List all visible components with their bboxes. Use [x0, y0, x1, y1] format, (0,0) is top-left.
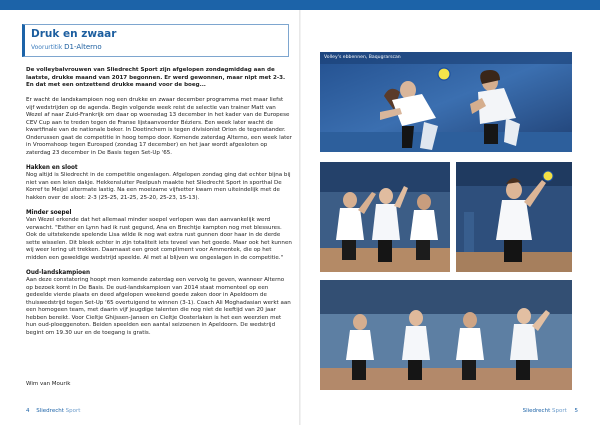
footer-brand-left-2: Sport	[65, 408, 81, 414]
photo-dig-action	[320, 52, 572, 152]
article-subtitle	[31, 43, 288, 52]
photo-match-action	[320, 280, 572, 390]
footer-brand-right-2: Sport	[551, 408, 567, 414]
team-celebration-image	[320, 162, 450, 272]
section-text-minder-soepel: Van Wezel erkende dat het allemaal minder soepel verlopen was dan aanvankelijk werd verwacht. "Esther en Lynn had ik rust gegund, Ana en Brechtje kampten nog met blessures. Ook de uitstekende spelende Lisa wilde ik nog wat extra rust gunnen door haar in de derde sette wisselen. Dit bleek echter in zijn totaliteit iets teveel van het goede. Maar ook het kunnen wij weer lering uit trekken. Daarnaast een groot compliment voor Ammentek, die op het midden een geweldige wedstrijd speelde. Al met al blijven we ongeslagen in de competitie."	[26, 217, 292, 261]
paragraph-1: Er wacht de landskampioen nog een drukke en zwaar december programma met maar liefst vijf wedstrijden op de agenda. Begin volgende week reist de selectie van trainer Matt van Wezel af naar Zuid-Frankrijk om daar op woensdag 13 december in het kader van de Europese CEV Cup aan te treden tegen de Franse lijstaanvoerder Béziers. Een week later wacht de kwartfinale van de nationale beker. In Doetinchem is tegen divisionist Orion de tegenstander. Onderussen gaat de competitie in hoog tempo door. Komende zaterdag Alterno, een week later in Vroomshoop tegen Eurosped (zondag 17 december) en het jaar wordt afgesloten op zaterdag 23 december in De Basis tegen Set-Up '65.	[26, 97, 292, 156]
author-signature: Wim van Mourik	[26, 381, 71, 387]
section-heading-oud-landskampioen: Oud-landskampioen	[26, 269, 90, 276]
section-text-oud-landskampioen: Aan deze constatering hoopt men komende zaterdag een vervolg te geven, wanneer Alterno op bezoek komt in De Basis. De oud-landskampioen van 2014 staat momenteel op een gedeelde vierde plaats en deed afgelopen weekend goede zaken door in Apeldoorn de thuiswedstrijd tegen Set-Up '65 overtuigend te winnen (3-1). Coach Ali Moghadasian werkt aan een homogeen team, met daarin vijf jeugdige talenten die nog niet de leeftijd van 20 jaar hebben bereikt. Voor Cieltje Ghijssen-Jansen en Cieltje Oosterlaken is het een weerzien met hun oud-ploeggenoten. Beiden speelden een aantal seizoenen in Apeldoorn. De wedstrijd begint om 19.30 uur en de toegang is gratis.	[26, 277, 291, 336]
subtitle-team: D1-Alterno	[64, 43, 102, 51]
subtitle-prefix: Voorurtitik	[31, 44, 63, 51]
footer-brand-left-1: Sliedrecht	[36, 408, 64, 414]
article-lead: De volleybalvrouwen van Sliedrecht Sport zijn afgelopen zondagmiddag aan de laatste, drukke maand van 2017 begonnen. Er werd gewonnen, maar nipt met 2-3. En dat met een ontzettend drukke maand voor de boeg...	[26, 67, 286, 88]
page-gutter	[299, 10, 301, 425]
footer-right	[523, 408, 578, 414]
section-heading-minder-soepel: Minder soepel	[26, 209, 72, 216]
page-number-left: 4	[26, 408, 30, 414]
article-title: Druk en zwaar	[31, 28, 117, 40]
footer-brand-right-1: Sliedrecht	[522, 408, 551, 414]
player-serve-image	[456, 162, 572, 272]
photo-tagline: Volley's ebbennen, Baqugrarscan	[324, 55, 401, 60]
footer-left	[26, 408, 80, 414]
photo-celebration	[320, 162, 450, 272]
match-action-image	[320, 280, 572, 390]
top-color-bar	[0, 0, 600, 10]
page-number-right: 5	[574, 408, 578, 414]
article-header	[22, 24, 289, 57]
volleyball-dig-image	[320, 52, 572, 152]
section-text-hakken: Nog altijd is Sliedrecht in de competitie ongeslagen. Afgelopen zondag ging dat echter bijna bij niet van een leien dakje. Hekkensluiter Peelpush maakte het Sliedrecht Sport in sporthal De Korref te Meijel uitermate lastig. Na een moeizame vijfsetter kwam men uiteindelijk met de hakken over de sloot: 2-3 (25-25, 21-25, 25-20, 25-23, 15-13).	[26, 172, 291, 201]
article-body	[26, 67, 292, 337]
photo-player-serve	[456, 162, 572, 272]
section-heading-hakken: Hakken en sloot	[26, 164, 78, 171]
